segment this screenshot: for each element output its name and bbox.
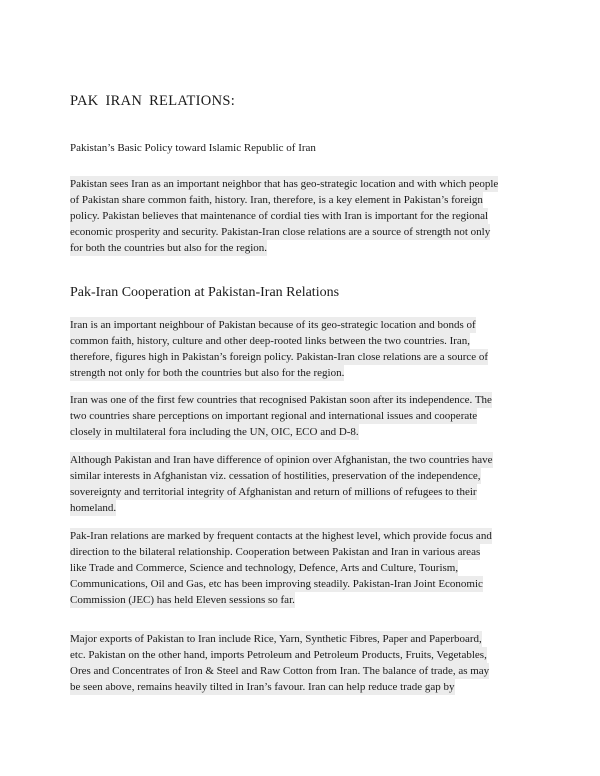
paragraph-afghanistan (70, 452, 540, 516)
paragraph-line: economic prosperity and security. Pakistan-Iran close relations are a source of strength not only (70, 226, 491, 238)
paragraph-line: homeland. (70, 502, 117, 514)
paragraph-line: of Pakistan share common faith, history. Iran, therefore, is a key element in Pakistan’s foreign (70, 194, 483, 206)
paragraph-line: Major exports of Pakistan to Iran include Rice, Yarn, Synthetic Fibres, Paper and Paperboard, (70, 633, 482, 645)
paragraph-line: be seen above, remains heavily tilted in Iran’s favour. Iran can help reduce trade gap by (70, 681, 455, 693)
paragraph-line: etc. Pakistan on the other hand, imports Petroleum and Petroleum Products, Fruits, Vegetables, (70, 649, 487, 661)
paragraph-line: strength not only for both the countries but also for the region. (70, 367, 345, 379)
paragraph-policy (70, 176, 540, 256)
paragraph-line: like Trade and Commerce, Science and technology, Defence, Arts and Culture, Tourism, (70, 562, 459, 574)
paragraph-line: two countries share perceptions on important regional and international issues and cooperate (70, 410, 478, 422)
paragraph-line: Iran was one of the first few countries that recognised Pakistan soon after its independence. The (70, 394, 492, 406)
paragraph-line: policy. Pakistan believes that maintenance of cordial ties with Iran is important for the regional (70, 210, 489, 222)
document-title: PAK IRAN RELATIONS: (70, 93, 236, 109)
paragraph-line: Communications, Oil and Gas, etc has been improving steadily. Pakistan-Iran Joint Economic (70, 578, 483, 590)
paragraph-neighbour (70, 317, 540, 381)
paragraph-line: for both the countries but also for the region. (70, 242, 268, 254)
paragraph-line: therefore, figures high in Pakistan’s foreign policy. Pakistan-Iran close relations are a source of (70, 351, 489, 363)
paragraph-line: Ores and Concentrates of Iron & Steel and Raw Cotton from Iran. The balance of trade, as may (70, 665, 490, 677)
paragraph-line: Commission (JEC) has held Eleven sessions so far. (70, 594, 295, 606)
paragraph-recognition (70, 392, 540, 440)
paragraph-line: sovereignty and territorial integrity of Afghanistan and return of millions of refugees to their (70, 486, 477, 498)
paragraph-line: direction to the bilateral relationship. Cooperation between Pakistan and Iran in various areas (70, 546, 481, 558)
paragraph-line: closely in multilateral fora including the UN, OIC, ECO and D-8. (70, 426, 359, 438)
paragraph-trade (70, 631, 540, 695)
paragraph-line: similar interests in Afghanistan viz. cessation of hostilities, preservation of the independence, (70, 470, 481, 482)
paragraph-line: Iran is an important neighbour of Pakistan because of its geo-strategic location and bonds of (70, 319, 476, 331)
paragraph-line: Although Pakistan and Iran have difference of opinion over Afghanistan, the two countries have (70, 454, 493, 466)
paragraph-cooperation (70, 528, 540, 608)
paragraph-line: Pakistan sees Iran as an important neighbor that has geo-strategic location and with which people (70, 178, 499, 190)
paragraph-line: Pak-Iran relations are marked by frequent contacts at the highest level, which provide focus and (70, 530, 492, 542)
section-heading: Pak-Iran Cooperation at Pakistan-Iran Relations (70, 285, 340, 300)
policy-subtitle: Pakistan’s Basic Policy toward Islamic Republic of Iran (70, 142, 316, 154)
paragraph-line: common faith, history, culture and other deep-rooted links between the two countries. Iran, (70, 335, 471, 347)
